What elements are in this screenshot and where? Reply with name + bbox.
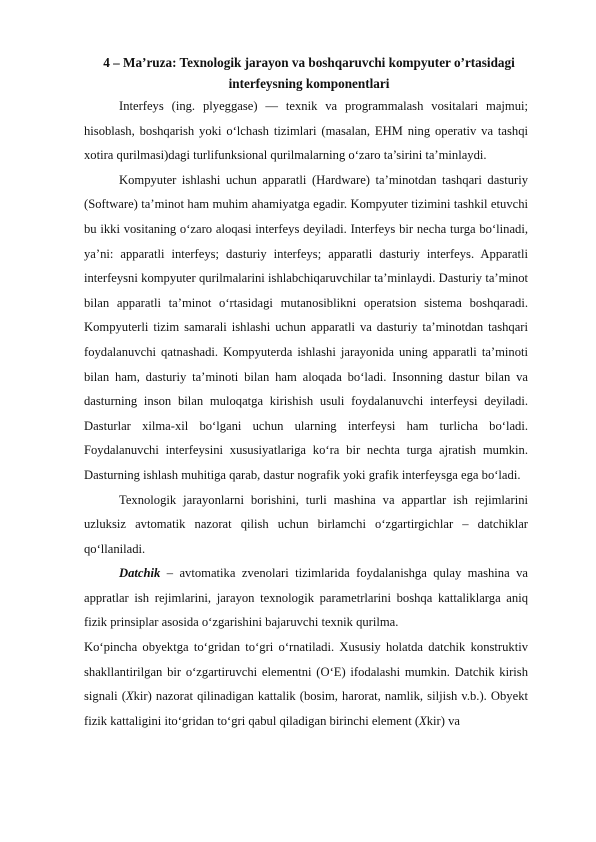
x-symbol-1: X [125,689,134,704]
title-line-2: interfeysning komponentlari [228,76,390,91]
paragraph-sensors-intro: Texnologik jarayonlarni borishini, turli mashina va appartlar ish rejimlarini uzluksiz avtomatik nazorat qilish uchun birlamchi o‘zgartirgichlar – datchiklar qo‘llaniladi. [84,492,528,556]
paragraph-interface-definition: Interfeys (ing. plyeggase) — texnik va programmalash vositalari majmui; hisoblash, boshqarish yoki o‘lchash tizimlari (masalan, EHM ning operativ va tashqi xotira qurilmasi)dagi turlifunksional qurilmalarning o‘zaro ta’sirini ta’minlaydi. [84,99,528,163]
details-text-c: kir) va [426,713,460,728]
paragraph-datchik-definition [84,561,528,635]
datchik-definition-text: – avtomatika zvenolari tizimlarida foydalanishga qulay mashina va appratlar ish rejimlarini, jarayon texnologik parametrlarini boshqa kattaliklarga aniq fizik prinsiplar asosida o‘zgarishini bajaruvchi texnik qurilma. [84,566,528,630]
title-line-1: 4 – Ma’ruza: Texnologik jarayon va boshqaruvchi kompyuter o’rtasidagi [103,55,515,70]
paragraph-datchik-details [84,635,528,733]
details-text-b: kir) nazorat qilinadigan kattalik (bosim, harorat, namlik, siljish v.b.). Obyekt fizik kattaligini ito‘gridan to‘gri qabul qiladigan birinchi element ( [84,689,528,728]
document-page [84,52,528,733]
term-datchik: Datchik [119,566,161,581]
details-text-a: Ko‘pincha obyektga to‘gridan to‘gri o‘rnatiladi. Xususiy holatda datchik konstruktiv shakllantirilgan bir o‘zgartiruvchi elementni (O‘E) ifodalashi mumkin. Datchik kirish signali ( [84,640,528,704]
x-symbol-2: X [419,713,427,728]
paragraph-hardware-software: Kompyuter ishlashi uchun apparatli (Hardware) ta’minotdan tashqari dasturiy (Software) ta’minot ham muhim ahamiyatga egadir. Kompyuter tizimini tashkil etuvchi bu ikki vositaning o‘zaro aloqasi interfeys deyiladi. Interfeys bir necha turga bo‘linadi, ya’ni: apparatli interfeys; dasturiy interfeys; apparatli dasturiy interfeys. Apparatli interfeysni kompyuter qurilmalarini ishlabchiqaruvchilar ta’minlaydi. Dasturiy ta’minot bilan apparatli ta’minot o‘rtasidagi mutanosiblikni operatsion sistema boshqaradi. Kompyuterli tizim samarali ishlashi uchun apparatli va dasturiy ta’minotdan tashqari foydalanuvchi qatnashadi. Kompyuterda ishlashi jarayonida uning apparatli ta’minoti bilan ham, dasturiy ta’minoti bilan ham aloqada bo‘ladi. Insonning dastur bilan va dasturning inson bilan muloqatga kirishish usuli foydalanuvchi interfeysi deyiladi. Dasturlar xilma-xil bo‘lgani uchun ularning interfeysi ham turlicha bo‘ladi. Foydalanuvchi interfeysini xususiyatlariga ko‘ra bir nechta turga ajratish mumkin. Dasturning ishlash muhitiga qarab, dastur nografik yoki grafik interfeysga ega bo‘ladi. [84,172,528,482]
lecture-title [84,52,528,94]
